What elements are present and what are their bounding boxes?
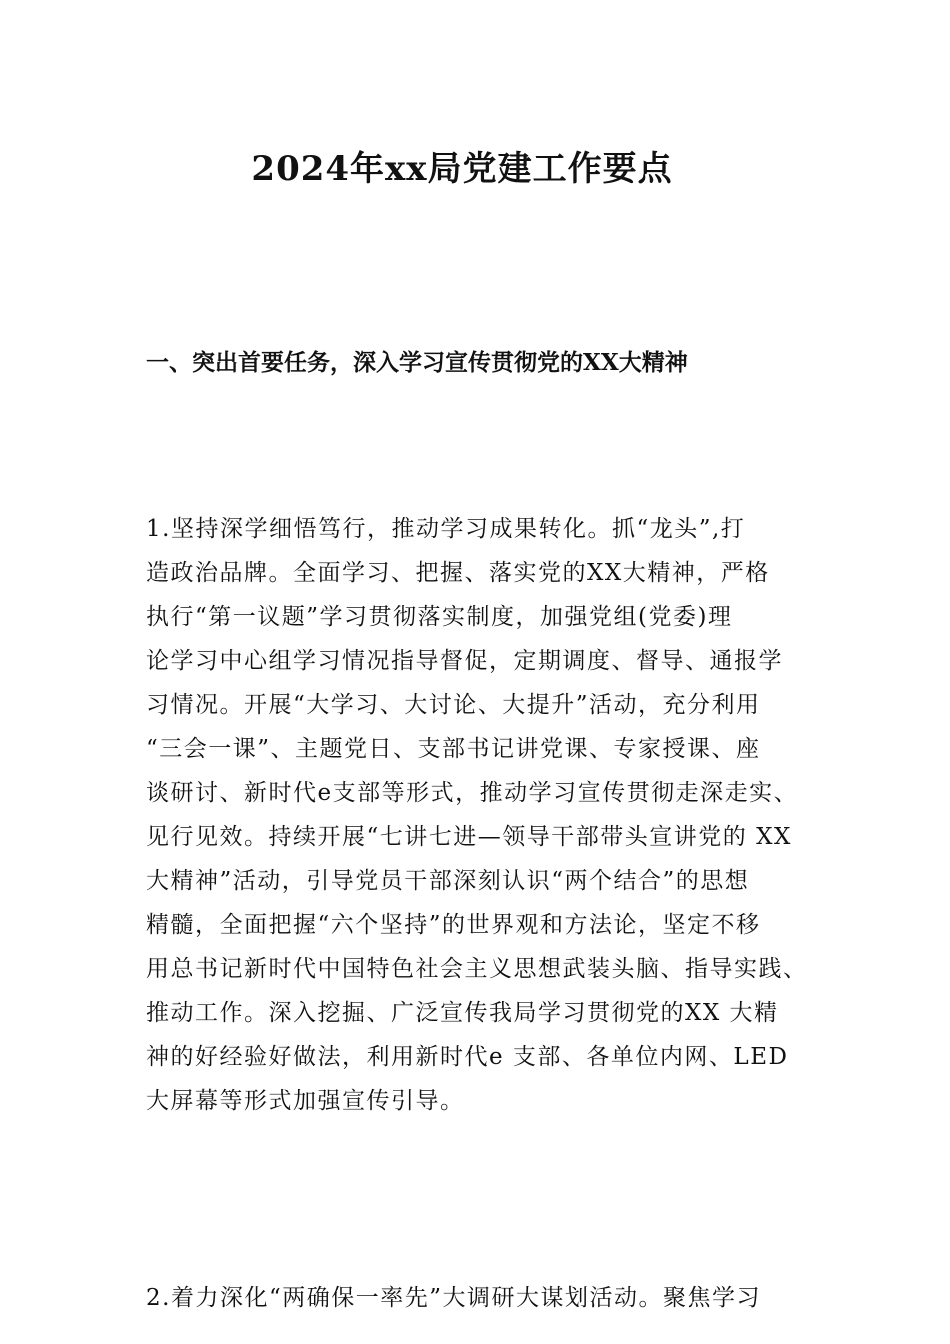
- paragraph-line: “三会一课”、主题党日、支部书记讲党课、专家授课、座: [146, 736, 761, 762]
- paragraph-line: 2.着力深化“两确保一率先”大调研大谋划活动。聚焦学习: [146, 1285, 761, 1311]
- paragraph-line: 1.坚持深学细悟笃行，推动学习成果转化。抓“龙头”,打: [146, 516, 746, 542]
- section-heading-1: 一、突出首要任务，深入学习宣传贯彻党的XX大精神: [146, 349, 688, 376]
- paragraph-line: 神的好经验好做法，利用新时代e 支部、各单位内网、LED: [146, 1044, 789, 1070]
- paragraph-1: [146, 507, 826, 1123]
- paragraph-line: 推动工作。深入挖掘、广泛宣传我局学习贯彻党的XX 大精: [146, 1000, 779, 1026]
- paragraph-line: 执行“第一议题”学习贯彻落实制度，加强党组(党委)理: [146, 604, 733, 630]
- document-title: 2024年xx局党建工作要点: [251, 149, 673, 189]
- paragraph-line: 论学习中心组学习情况指导督促，定期调度、督导、通报学: [146, 648, 783, 674]
- paragraph-line: 谈研讨、新时代e支部等形式，推动学习宣传贯彻走深走实、: [146, 780, 799, 806]
- paragraph-line: 见行见效。持续开展“七讲七进—领导干部带头宣讲党的 XX: [146, 824, 792, 850]
- paragraph-line: 大精神”活动，引导党员干部深刻认识“两个结合”的思想: [146, 868, 750, 894]
- paragraph-line: 习情况。开展“大学习、大讨论、大提升”活动，充分利用: [146, 692, 761, 718]
- paragraph-line: 精髓，全面把握“六个坚持”的世界观和方法论，坚定不移: [146, 912, 761, 938]
- paragraph-line: 大屏幕等形式加强宣传引导。: [146, 1088, 465, 1114]
- paragraph-line: 用总书记新时代中国特色社会主义思想武装头脑、指导实践、: [146, 956, 808, 982]
- paragraph-2: [146, 1276, 826, 1320]
- paragraph-line: 造政治品牌。全面学习、把握、落实党的XX大精神，严格: [146, 560, 770, 586]
